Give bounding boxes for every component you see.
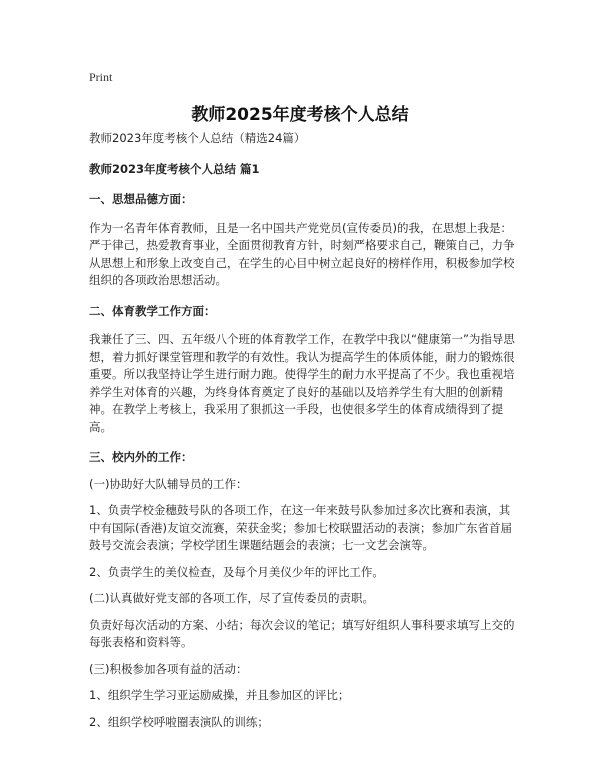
subheading-party: (二)认真做好党支部的各项工作，尽了宣传委员的责职。 [89, 591, 374, 605]
document-subtitle: 教师2023年度考核个人总结（精选24篇） [89, 131, 306, 145]
list-item: 1、组织学生学习亚运励威操，并且参加区的评比； [89, 688, 350, 702]
print-link[interactable]: Print [89, 70, 113, 84]
document-body [89, 130, 517, 731]
section-title: 教师2023年度考核个人总结 篇1 [89, 161, 260, 176]
page-title: 教师2025年度考核个人总结 [191, 105, 409, 125]
heading-teaching: 二、体育教学工作方面： [89, 303, 216, 318]
paragraph-ideology: 作为一名青年体育教师，且是一名中国共产党党员(宣传委员)的我，在思想上我是：严于律己，热爱教育事业，全面贯彻教育方针，时刻严格要求自己，鞭策自己，力争从思想上和形象上改变自己，在学生的心目中树立起良好的榜样作用，积极参加学校组织的各项政治思想活动。 [89, 220, 515, 287]
subheading-activities: (三)积极参加各项有益的活动： [89, 661, 248, 676]
heading-ideology: 一、思想品德方面： [89, 192, 193, 206]
paragraph-party: 负责好每次活动的方案、小结；每次会议的笔记；填写好组织人事科要求填写上交的每张表格和资料等。 [89, 617, 515, 649]
subheading-assist: (一)协助好大队辅导员的工作： [89, 476, 248, 491]
list-item: 2、负责学生的美仪检查，及每个月美仪少年的评比工作。 [89, 564, 384, 579]
paragraph-teaching: 我兼任了三、四、五年级八个班的体育教学工作，在教学中我以“健康第一”为指导思想，着力抓好课堂管理和教学的有效性。我认为提高学生的体质体能，耐力的锻炼很重要。所以我坚持让学生进行耐力跑。使得学生的耐力水平提高了不少。我也重视培养学生对体育的兴趣，为终身体育奠定了良好的基础以及培养学生有大胆的创新精神。在教学上考核上，我采用了狠抓这一手段，也使很多学生的体育成绩得到了提高。 [89, 332, 515, 434]
heading-school-work: 三、校内外的工作： [89, 450, 193, 464]
list-item: 2、组织学校呼啦圈表演队的训练； [89, 714, 269, 729]
list-item: 1、负责学校金穗鼓号队的各项工作，在这一年来鼓号队参加过多次比赛和表演，其中有国际(香港)友谊交流赛，荣获金奖；参加七校联盟活动的表演；参加广东省首届鼓号交流会表演；学校学团生课题结题会的表演；七一文艺会演等。 [89, 503, 512, 552]
